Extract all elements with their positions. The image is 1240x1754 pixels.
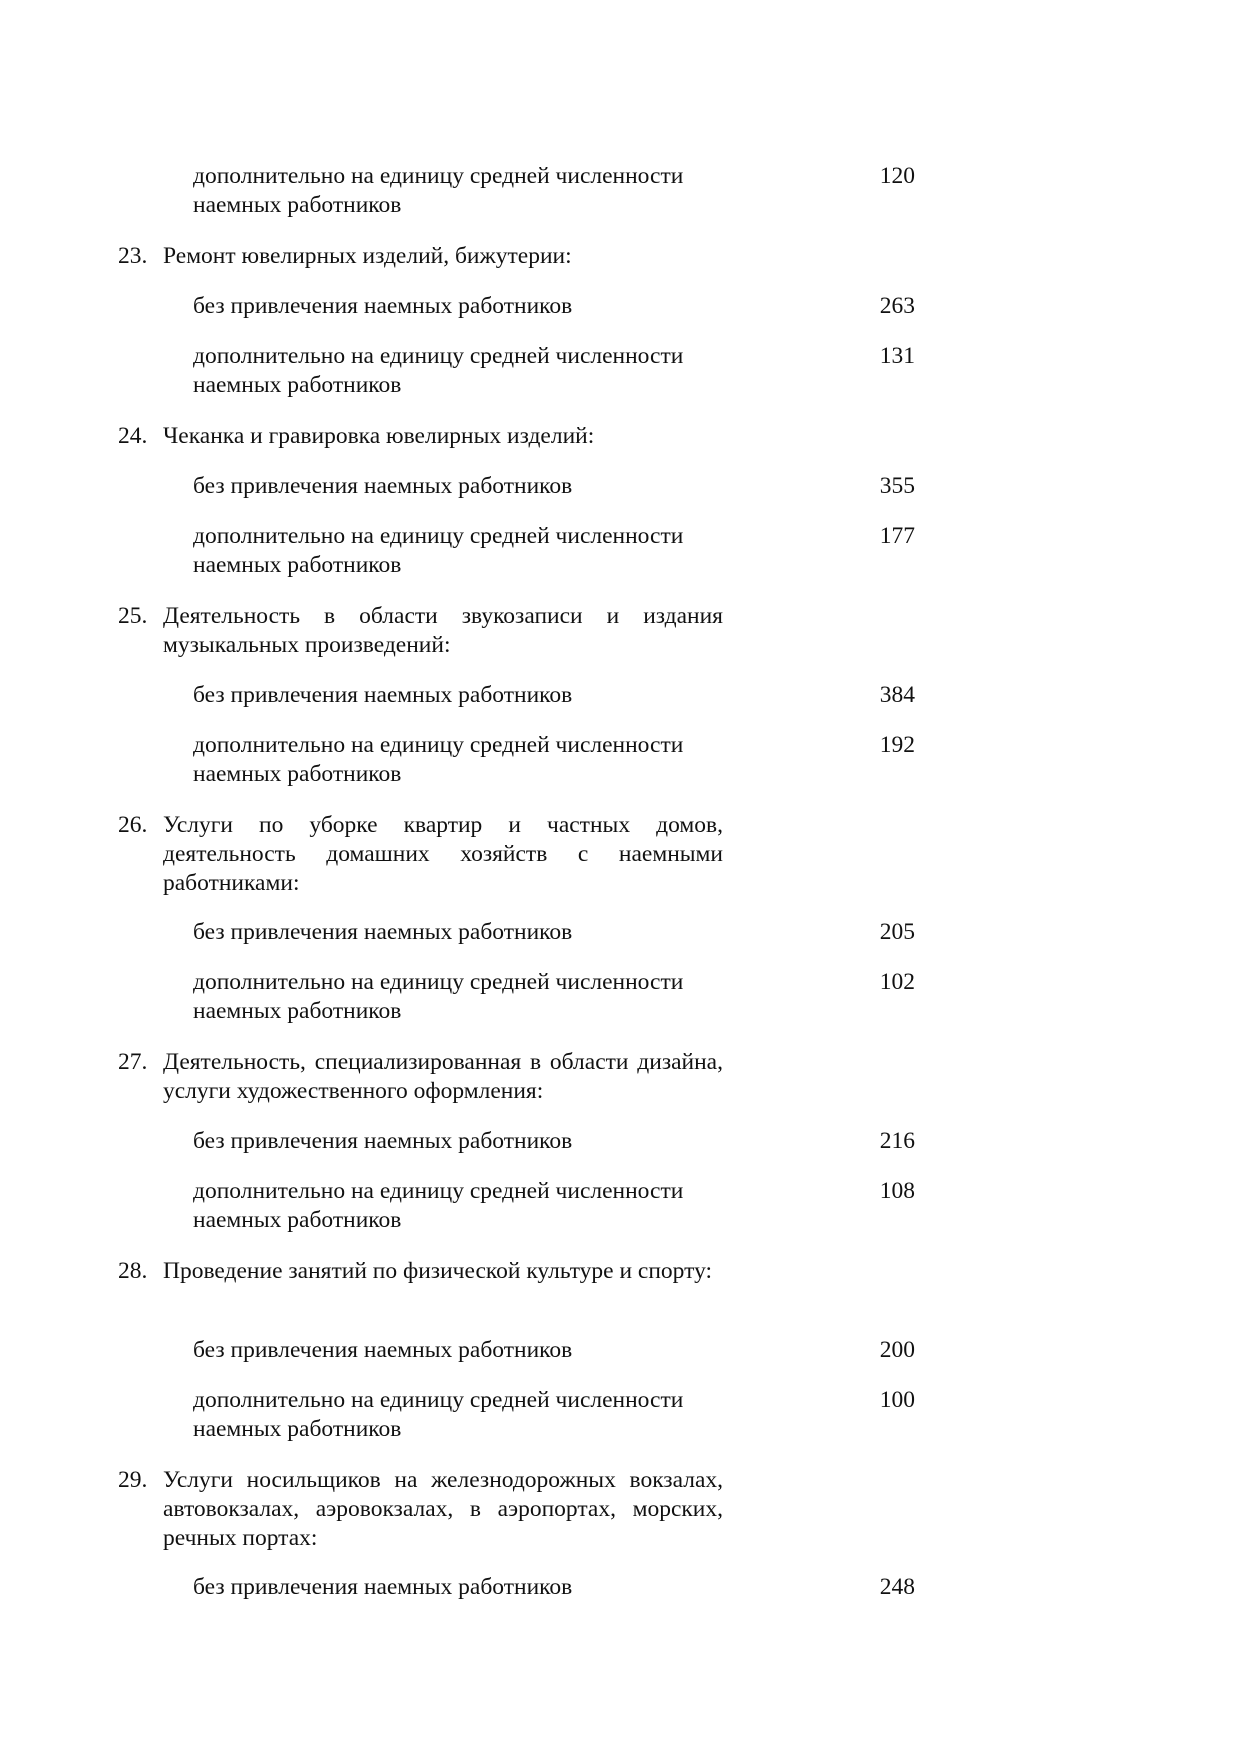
item-number: 27. (118, 1049, 148, 1075)
item-title: Деятельность, специализированная в области дизайна, услуги художественного оформления: (163, 1049, 723, 1104)
subitem-text: дополнительно на единицу средней численности наемных работников (193, 969, 684, 1024)
subitem-text: дополнительно на единицу средней численности наемных работников (193, 343, 684, 398)
subitem-text: без привлечения наемных работников (193, 293, 573, 319)
subitem-value: 100 (879, 1387, 915, 1413)
item-title: Ремонт ювелирных изделий, бижутерии: (163, 243, 572, 269)
item-number: 25. (118, 603, 148, 629)
item-title: Услуги носильщиков на железнодорожных вокзалах, автовокзалах, аэровокзалах, в аэропортах, морских, речных портах: (163, 1467, 723, 1551)
item-number: 26. (118, 812, 148, 838)
item-title: Деятельность в области звукозаписи и издания музыкальных произведений: (163, 603, 723, 658)
subitem-value: 384 (879, 682, 915, 708)
subitem-value: 216 (879, 1128, 915, 1154)
item-number: 23. (118, 243, 148, 269)
subitem-value: 131 (879, 343, 915, 369)
item-title: Услуги по уборке квартир и частных домов, деятельность домашних хозяйств с наемными работниками: (163, 812, 723, 896)
subitem-text: дополнительно на единицу средней численности наемных работников (193, 1178, 684, 1233)
subitem-text: без привлечения наемных работников (193, 1574, 573, 1600)
subitem-value: 248 (879, 1574, 915, 1600)
subitem-text: без привлечения наемных работников (193, 1128, 573, 1154)
item-title: Чеканка и гравировка ювелирных изделий: (163, 423, 595, 449)
subitem-value: 205 (879, 919, 915, 945)
subitem-text: без привлечения наемных работников (193, 919, 573, 945)
subitem-value: 263 (879, 293, 915, 319)
subitem-text: без привлечения наемных работников (193, 473, 573, 499)
subitem-text: дополнительно на единицу средней численности наемных работников (193, 523, 684, 578)
subitem-value: 177 (879, 523, 915, 549)
subitem-value: 192 (879, 732, 915, 758)
subitem-text: дополнительно на единицу средней численности наемных работников (193, 163, 684, 218)
subitem-value: 120 (879, 163, 915, 189)
item-number: 28. (118, 1258, 148, 1284)
subitem-text: дополнительно на единицу средней численности наемных работников (193, 732, 684, 787)
subitem-value: 102 (879, 969, 915, 995)
subitem-value: 108 (879, 1178, 915, 1204)
item-number: 24. (118, 423, 148, 449)
subitem-value: 200 (879, 1337, 915, 1363)
subitem-text: дополнительно на единицу средней численности наемных работников (193, 1387, 684, 1442)
subitem-text: без привлечения наемных работников (193, 1337, 573, 1363)
subitem-value: 355 (879, 473, 915, 499)
item-title: Проведение занятий по физической культуре и спорту: (163, 1258, 713, 1284)
item-number: 29. (118, 1467, 148, 1493)
subitem-text: без привлечения наемных работников (193, 682, 573, 708)
